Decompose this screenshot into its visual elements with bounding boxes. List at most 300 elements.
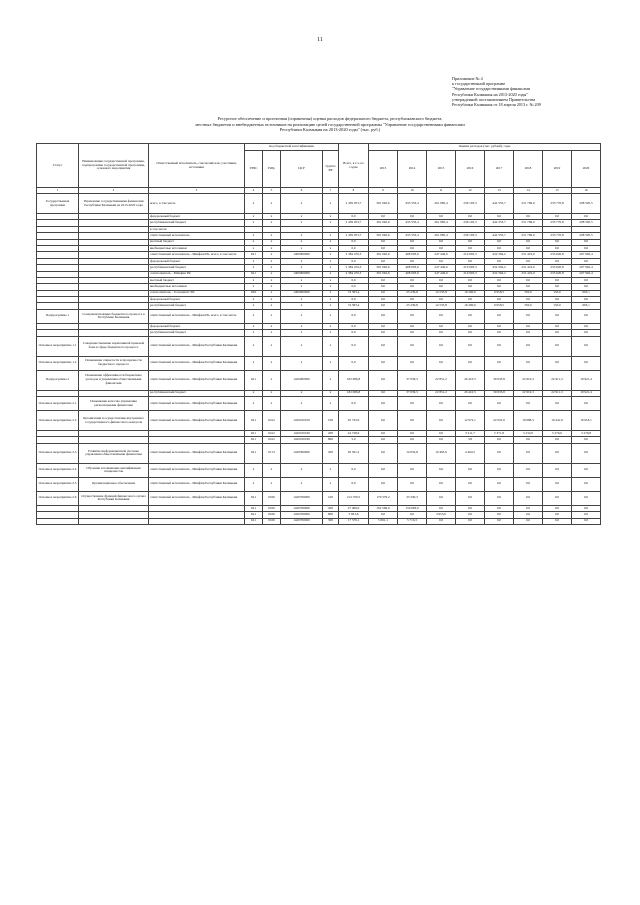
- cell-year-value: 0,0: [369, 323, 398, 329]
- cell-year-value: 22 022,9: [485, 411, 514, 431]
- cell-name: Повышение эффективности бюджетных расходов и управления общественными финансами: [79, 370, 149, 390]
- cell-name: Совершенствование нормативной правовой базы в сфере бюджетного процесса: [79, 336, 149, 356]
- appendix-line: Республики Калмыкия от 18 апреля 2013 г. № 209: [452, 102, 541, 108]
- cell-vr: x: [323, 356, 339, 370]
- column-number: 13: [485, 188, 514, 194]
- cell-vr: 100: [323, 411, 339, 431]
- cell-vr: x: [323, 290, 339, 296]
- cell-year-value: 350,0: [514, 303, 543, 309]
- cell-total: 0,0: [339, 477, 369, 491]
- cell-year-value: 162 566,0: [369, 505, 398, 511]
- cell-rzpr: x: [263, 290, 281, 296]
- cell-csr: 1420700000: [281, 505, 323, 511]
- cell-year-value: 0,0: [572, 491, 601, 505]
- cell-year-value: 30 633,8: [485, 370, 514, 390]
- cell-year-value: 0,0: [572, 245, 601, 251]
- cell-year-value: 0,0: [514, 239, 543, 245]
- cell-year-value: 0,0: [485, 323, 514, 329]
- cell-rzpr: 0412: [263, 437, 281, 443]
- cell-status: Подпрограмма 1: [37, 309, 79, 323]
- cell-source: ответственный исполнитель - Минфин Республики Калмыкия: [149, 411, 245, 431]
- cell-year-value: 207 992,4: [572, 271, 601, 277]
- cell-year-value: 0,0: [514, 437, 543, 443]
- cell-status: Государственная программа: [37, 194, 79, 214]
- cell-vr: x: [323, 330, 339, 336]
- cell-year-value: 22 919,3: [514, 390, 543, 396]
- cell-year-value: 247 449,6: [427, 252, 456, 258]
- header-csr: ЦСР: [281, 151, 323, 188]
- cell-year-value: 0,0: [398, 245, 427, 251]
- cell-status: [37, 518, 79, 524]
- cell-year-value: 0,0: [456, 284, 485, 290]
- cell-year-value: 0,0: [369, 284, 398, 290]
- table-row: [37, 397, 601, 411]
- cell-rzpr: x: [263, 284, 281, 290]
- cell-year-value: 433 333,4: [398, 220, 427, 226]
- cell-year-value: 208 595,5: [572, 220, 601, 226]
- cell-year-value: 433 333,4: [398, 233, 427, 239]
- cell-grbs: 621: [245, 437, 263, 443]
- cell-total: 0,0: [339, 463, 369, 477]
- cell-year-value: 0,0: [543, 491, 572, 505]
- cell-vr: x: [323, 336, 339, 356]
- cell-vr: x: [323, 297, 339, 303]
- cell-rzpr: x: [263, 309, 281, 323]
- cell-year-value: 5 371,8: [485, 431, 514, 437]
- cell-vr: x: [323, 463, 339, 477]
- header-year: 2018: [514, 151, 543, 188]
- cell-total: 0,0: [339, 356, 369, 370]
- cell-rzpr: x: [263, 323, 281, 329]
- cell-year-value: 0,0: [485, 297, 514, 303]
- cell-year-value: 432 394,2: [485, 271, 514, 277]
- cell-year-value: 179 379,2: [369, 491, 398, 505]
- cell-year-value: 0,0: [369, 239, 398, 245]
- cell-source: местный бюджет: [149, 277, 245, 283]
- cell-year-value: 233 770,8: [543, 233, 572, 239]
- cell-year-value: 0,0: [427, 477, 456, 491]
- cell-csr: 1420100100: [281, 411, 323, 431]
- cell-rzpr: 0412: [263, 431, 281, 437]
- cell-year-value: 0,0: [369, 512, 398, 518]
- cell-status: Основное мероприятие 1.1: [37, 336, 79, 356]
- cell-status: Основное мероприятие 2.6: [37, 491, 79, 505]
- cell-source: ответственный исполнитель - Минфин Республики Калмыкия: [149, 443, 245, 463]
- column-number: 3: [149, 188, 245, 194]
- cell-year-value: 0,0: [514, 477, 543, 491]
- cell-total: 5 661,6: [339, 512, 369, 518]
- cell-year-value: 233 770,8: [543, 220, 572, 226]
- cell-year-value: 0,0: [456, 518, 485, 524]
- cell-year-value: 0,0: [543, 505, 572, 511]
- cell-total: 95 743,0: [339, 411, 369, 431]
- header-total: Всего, в т.ч. по годам: [339, 144, 369, 188]
- cell-year-value: 0,0: [456, 323, 485, 329]
- cell-name: Организационное обеспечение: [79, 477, 149, 491]
- cell-csr: x: [281, 214, 323, 220]
- cell-year-value: 9 959,5: [485, 303, 514, 309]
- cell-year-value: 0,0: [398, 239, 427, 245]
- cell-year-value: 0,0: [427, 518, 456, 524]
- cell-year-value: 0,0: [398, 214, 427, 220]
- cell-year-value: 0,0: [514, 309, 543, 323]
- header-source: Ответственный исполнитель, соисполнители, участники, источники: [149, 144, 245, 188]
- cell-rzpr: 0412: [263, 411, 281, 431]
- cell-year-value: 0,0: [543, 214, 572, 220]
- cell-source: внебюджетные источники: [149, 245, 245, 251]
- cell-year-value: 0,0: [427, 284, 456, 290]
- cell-grbs: x: [245, 277, 263, 283]
- cell-csr: x: [281, 239, 323, 245]
- cell-total: 2 384 470,3: [339, 252, 369, 258]
- cell-year-value: 0,0: [456, 330, 485, 336]
- cell-year-value: 0,0: [572, 437, 601, 443]
- cell-year-value: 0,0: [485, 518, 514, 524]
- cell-year-value: 0,0: [427, 411, 456, 431]
- cell-source: местный бюджет: [149, 239, 245, 245]
- cell-vr: x: [323, 397, 339, 411]
- cell-vr: x: [323, 323, 339, 329]
- cell-year-value: 0,0: [398, 258, 427, 264]
- cell-year-value: 391 062,6: [369, 220, 398, 226]
- cell-source: республиканский бюджет: [149, 330, 245, 336]
- cell-csr: 1400000000: [281, 271, 323, 277]
- cell-year-value: 0,0: [514, 397, 543, 411]
- cell-year-value: 5 276,0: [543, 431, 572, 437]
- cell-year-value: 0,0: [398, 437, 427, 443]
- cell-year-value: 0,0: [456, 336, 485, 356]
- cell-year-value: 442 353,7: [485, 220, 514, 226]
- cell-vr: x: [323, 194, 339, 214]
- cell-year-value: 0,0: [543, 518, 572, 524]
- cell-status: Основное мероприятие 1.2: [37, 356, 79, 370]
- cell-year-value: 0,0: [572, 297, 601, 303]
- cell-rzpr: x: [263, 356, 281, 370]
- cell-year-value: 0,0: [398, 512, 427, 518]
- cell-year-value: 0,0: [456, 239, 485, 245]
- cell-year-value: 0,0: [456, 214, 485, 220]
- cell-year-value: 0,0: [485, 277, 514, 283]
- cell-grbs: 621: [245, 271, 263, 277]
- cell-year-value: 33 330,3: [398, 491, 427, 505]
- cell-year-value: 16 200,0: [456, 290, 485, 296]
- cell-year-value: 0,0: [514, 505, 543, 511]
- cell-csr: 1400000000: [281, 290, 323, 296]
- cell-year-value: 219 993,3: [456, 271, 485, 277]
- cell-year-value: 0,0: [456, 245, 485, 251]
- header-year: 2016: [456, 151, 485, 188]
- cell-csr: x: [281, 463, 323, 477]
- cell-total: 2 459 053,7: [339, 194, 369, 214]
- cell-source: всего, в том числе: [149, 194, 245, 214]
- cell-year-value: 207 992,4: [572, 265, 601, 271]
- header-year: 2017: [485, 151, 514, 188]
- cell-source: республиканский бюджет: [149, 390, 245, 396]
- document-title: [120, 116, 540, 133]
- cell-year-value: 22 919,3: [514, 370, 543, 390]
- cell-grbs: x: [245, 323, 263, 329]
- cell-grbs: 621: [245, 443, 263, 463]
- cell-year-value: 0,0: [456, 309, 485, 323]
- cell-source: республиканский бюджет: [149, 220, 245, 226]
- cell-rzpr: x: [263, 390, 281, 396]
- cell-rzpr: x: [263, 277, 281, 283]
- cell-year-value: 0,0: [456, 505, 485, 511]
- cell-year-value: 0,0: [398, 463, 427, 477]
- cell-year-value: 0,0: [369, 477, 398, 491]
- cell-year-value: 0,0: [485, 330, 514, 336]
- cell-year-value: 350,0: [514, 290, 543, 296]
- cell-total: 0,0: [339, 336, 369, 356]
- cell-source: внебюджетные источники: [149, 284, 245, 290]
- cell-year-value: 0,0: [369, 214, 398, 220]
- cell-year-value: 0,0: [514, 330, 543, 336]
- cell-grbs: x: [245, 309, 263, 323]
- cell-vr: x: [323, 214, 339, 220]
- cell-csr: 1420300000: [281, 443, 323, 463]
- cell-grbs: x: [245, 284, 263, 290]
- cell-year-value: 231 419,0: [514, 271, 543, 277]
- cell-year-value: 391 062,6: [369, 271, 398, 277]
- cell-rzpr: x: [263, 370, 281, 390]
- cell-year-value: 0,0: [572, 505, 601, 511]
- column-number: 1: [37, 188, 79, 194]
- cell-year-value: 0,0: [485, 214, 514, 220]
- cell-vr: 100: [323, 491, 339, 505]
- cell-year-value: 3,8: [456, 437, 485, 443]
- table-row: [37, 309, 601, 323]
- cell-year-value: 0,0: [514, 336, 543, 356]
- table-row: [37, 370, 601, 390]
- cell-year-value: 26 410,5: [456, 390, 485, 396]
- cell-year-value: 14 535,8: [427, 303, 456, 309]
- cell-total: 74 583,4: [339, 303, 369, 309]
- cell-source: соисполнитель - Минфин РК: [149, 271, 245, 277]
- cell-year-value: 19 921,4: [572, 390, 601, 396]
- header-year: 2015: [427, 151, 456, 188]
- cell-year-value: 391 062,6: [369, 252, 398, 258]
- cell-grbs: x: [245, 297, 263, 303]
- table-row: [37, 477, 601, 491]
- cell-year-value: 0,0: [369, 330, 398, 336]
- cell-total: 2 384 470,3: [339, 265, 369, 271]
- cell-grbs: 621: [245, 491, 263, 505]
- cell-year-value: 247 449,6: [427, 265, 456, 271]
- cell-rzpr: x: [263, 330, 281, 336]
- cell-year-value: 261 985,4: [427, 220, 456, 226]
- cell-year-value: 0,0: [514, 214, 543, 220]
- cell-year-value: 208 595,5: [572, 233, 601, 239]
- cell-grbs: x: [245, 214, 263, 220]
- cell-total: 0,0: [339, 309, 369, 323]
- cell-year-value: 0,0: [572, 397, 601, 411]
- cell-year-value: 0,0: [369, 390, 398, 396]
- cell-year-value: 0,0: [572, 258, 601, 264]
- cell-year-value: 5 661,1: [369, 518, 398, 524]
- cell-year-value: 0,0: [572, 512, 601, 518]
- cell-rzpr: 0106: [263, 505, 281, 511]
- cell-year-value: 0,0: [514, 518, 543, 524]
- cell-year-value: 0,0: [398, 309, 427, 323]
- cell-year-value: 0,0: [369, 277, 398, 283]
- table-row: [37, 336, 601, 356]
- cell-vr: 300: [323, 518, 339, 524]
- cell-total: 2 459 053,7: [339, 233, 369, 239]
- cell-grbs: 621: [245, 431, 263, 437]
- cell-year-value: 0,0: [514, 512, 543, 518]
- cell-year-value: 22 851,2: [427, 390, 456, 396]
- cell-csr: 1420100190: [281, 437, 323, 443]
- cell-grbs: x: [245, 265, 263, 271]
- cell-year-value: 0,0: [485, 258, 514, 264]
- cell-year-value: 0,0: [485, 397, 514, 411]
- cell-status: Основное мероприятие 2.3: [37, 443, 79, 463]
- cell-year-value: 432 394,2: [485, 252, 514, 258]
- cell-year-value: 0,0: [427, 491, 456, 505]
- cell-year-value: 5 716,3: [398, 518, 427, 524]
- cell-year-value: 0,0: [456, 356, 485, 370]
- cell-year-value: 12 972,1: [456, 411, 485, 431]
- cell-year-value: 0,0: [369, 258, 398, 264]
- column-number: 2: [79, 188, 149, 194]
- cell-year-value: 603,1: [572, 290, 601, 296]
- cell-source: ответственный исполнитель - Минфин Республики Калмыкия: [149, 491, 245, 505]
- cell-year-value: 0,0: [369, 309, 398, 323]
- cell-grbs: x: [245, 463, 263, 477]
- cell-year-value: 236 193,3: [456, 194, 485, 214]
- column-number: 11: [427, 188, 456, 194]
- cell-year-value: 14 632,8: [398, 443, 427, 463]
- cell-source: ответственный исполнитель - Минфин Республики Калмыкия: [149, 356, 245, 370]
- cell-total: 2 459 053,7: [339, 220, 369, 226]
- cell-year-value: 5 276,8: [572, 431, 601, 437]
- cell-name: Совершенствование бюджетного процесса в Республике Калмыкия: [79, 309, 149, 323]
- cell-csr: x: [281, 277, 323, 283]
- cell-year-value: 0,0: [543, 239, 572, 245]
- cell-source: федеральный бюджет: [149, 323, 245, 329]
- cell-year-value: 0,0: [485, 463, 514, 477]
- table-header: [37, 144, 601, 188]
- cell-rzpr: x: [263, 239, 281, 245]
- cell-year-value: 391 062,6: [369, 265, 398, 271]
- cell-csr: x: [281, 220, 323, 226]
- title-line: местных бюджетов и внебюджетных источников на реализацию целей государственной программы "Управление государственными финансами: [195, 121, 465, 127]
- cell-csr: 1420700000: [281, 491, 323, 505]
- cell-grbs: x: [245, 477, 263, 491]
- cell-rzpr: x: [263, 252, 281, 258]
- cell-year-value: 3 211,7: [456, 431, 485, 437]
- cell-year-value: 236 193,3: [456, 233, 485, 239]
- cell-total: 17 379,1: [339, 518, 369, 524]
- cell-year-value: 408 093,6: [398, 265, 427, 271]
- cell-year-value: 25 239,8: [398, 290, 427, 296]
- header-budget-group: Код бюджетной классификации: [245, 144, 339, 151]
- cell-year-value: 0,0: [485, 491, 514, 505]
- cell-vr: x: [323, 245, 339, 251]
- cell-year-value: 0,0: [485, 512, 514, 518]
- cell-year-value: 208 595,5: [572, 194, 601, 214]
- cell-year-value: 391 062,6: [369, 194, 398, 214]
- cell-rzpr: 0106: [263, 491, 281, 505]
- header-vr: Группа ВР: [323, 151, 339, 188]
- cell-year-value: 25 239,8: [398, 303, 427, 309]
- cell-year-value: 0,0: [485, 336, 514, 356]
- cell-total: 29 561,2: [339, 443, 369, 463]
- cell-year-value: 433 333,4: [398, 194, 427, 214]
- cell-year-value: 0,0: [514, 491, 543, 505]
- cell-grbs: 621: [245, 512, 263, 518]
- cell-csr: 1420700000: [281, 512, 323, 518]
- cell-vr: x: [323, 258, 339, 264]
- cell-name: Повышение качества управления региональными финансами: [79, 397, 149, 411]
- header-grbs: ГРБС: [245, 151, 263, 188]
- resource-table: [36, 143, 601, 525]
- cell-year-value: 0,0: [398, 323, 427, 329]
- cell-year-value: 0,0: [427, 463, 456, 477]
- cell-year-value: 0,0: [543, 309, 572, 323]
- cell-grbs: x: [245, 194, 263, 214]
- cell-year-value: 0,0: [427, 505, 456, 511]
- column-number: 7: [323, 188, 339, 194]
- cell-vr: x: [323, 303, 339, 309]
- cell-total: 212 709,5: [339, 491, 369, 505]
- cell-year-value: 4 464,5: [456, 443, 485, 463]
- header-year: 2014: [398, 151, 427, 188]
- cell-source: республиканский бюджет: [149, 303, 245, 309]
- cell-grbs: 626: [245, 290, 263, 296]
- cell-year-value: 0,0: [572, 277, 601, 283]
- cell-year-value: 0,0: [485, 284, 514, 290]
- cell-year-value: 9 959,5: [485, 290, 514, 296]
- cell-year-value: 22 851,2: [427, 370, 456, 390]
- cell-vr: x: [323, 284, 339, 290]
- cell-year-value: 0,0: [427, 297, 456, 303]
- cell-total: 182 686,8: [339, 390, 369, 396]
- cell-vr: x: [323, 220, 339, 226]
- cell-total: 0,0: [339, 245, 369, 251]
- cell-year-value: 0,0: [514, 356, 543, 370]
- cell-year-value: 0,0: [514, 258, 543, 264]
- cell-year-value: 19 688,3: [514, 411, 543, 431]
- cell-year-value: 231 769,0: [514, 220, 543, 226]
- cell-year-value: 0,0: [514, 463, 543, 477]
- column-number: 5: [263, 188, 281, 194]
- cell-year-value: 442 353,7: [485, 194, 514, 214]
- title-line: Ресурсное обеспечение и прогнозная (справочная) оценка расходов федерального бюджета, республиканского бюджета,: [217, 116, 443, 121]
- cell-grbs: x: [245, 220, 263, 226]
- cell-year-value: 0,0: [398, 411, 427, 431]
- cell-year-value: 233 620,8: [543, 271, 572, 277]
- cell-grbs: x: [245, 245, 263, 251]
- cell-status: Основное мероприятие 2.1: [37, 397, 79, 411]
- column-number: 12: [456, 188, 485, 194]
- cell-year-value: 0,0: [398, 330, 427, 336]
- cell-source: в том числе:: [149, 226, 245, 232]
- cell-year-value: 0,0: [369, 356, 398, 370]
- cell-rzpr: x: [263, 245, 281, 251]
- cell-vr: 800: [323, 437, 339, 443]
- cell-source: федеральный бюджет: [149, 258, 245, 264]
- cell-year-value: 0,0: [572, 518, 601, 524]
- cell-csr: x: [281, 477, 323, 491]
- cell-grbs: 621: [245, 518, 263, 524]
- cell-total: 0,0: [339, 297, 369, 303]
- table-body: [37, 188, 601, 525]
- cell-year-value: 0,0: [485, 309, 514, 323]
- cell-total: 2 384 470,3: [339, 271, 369, 277]
- cell-year-value: 0,0: [543, 330, 572, 336]
- cell-year-value: 150,0: [543, 303, 572, 309]
